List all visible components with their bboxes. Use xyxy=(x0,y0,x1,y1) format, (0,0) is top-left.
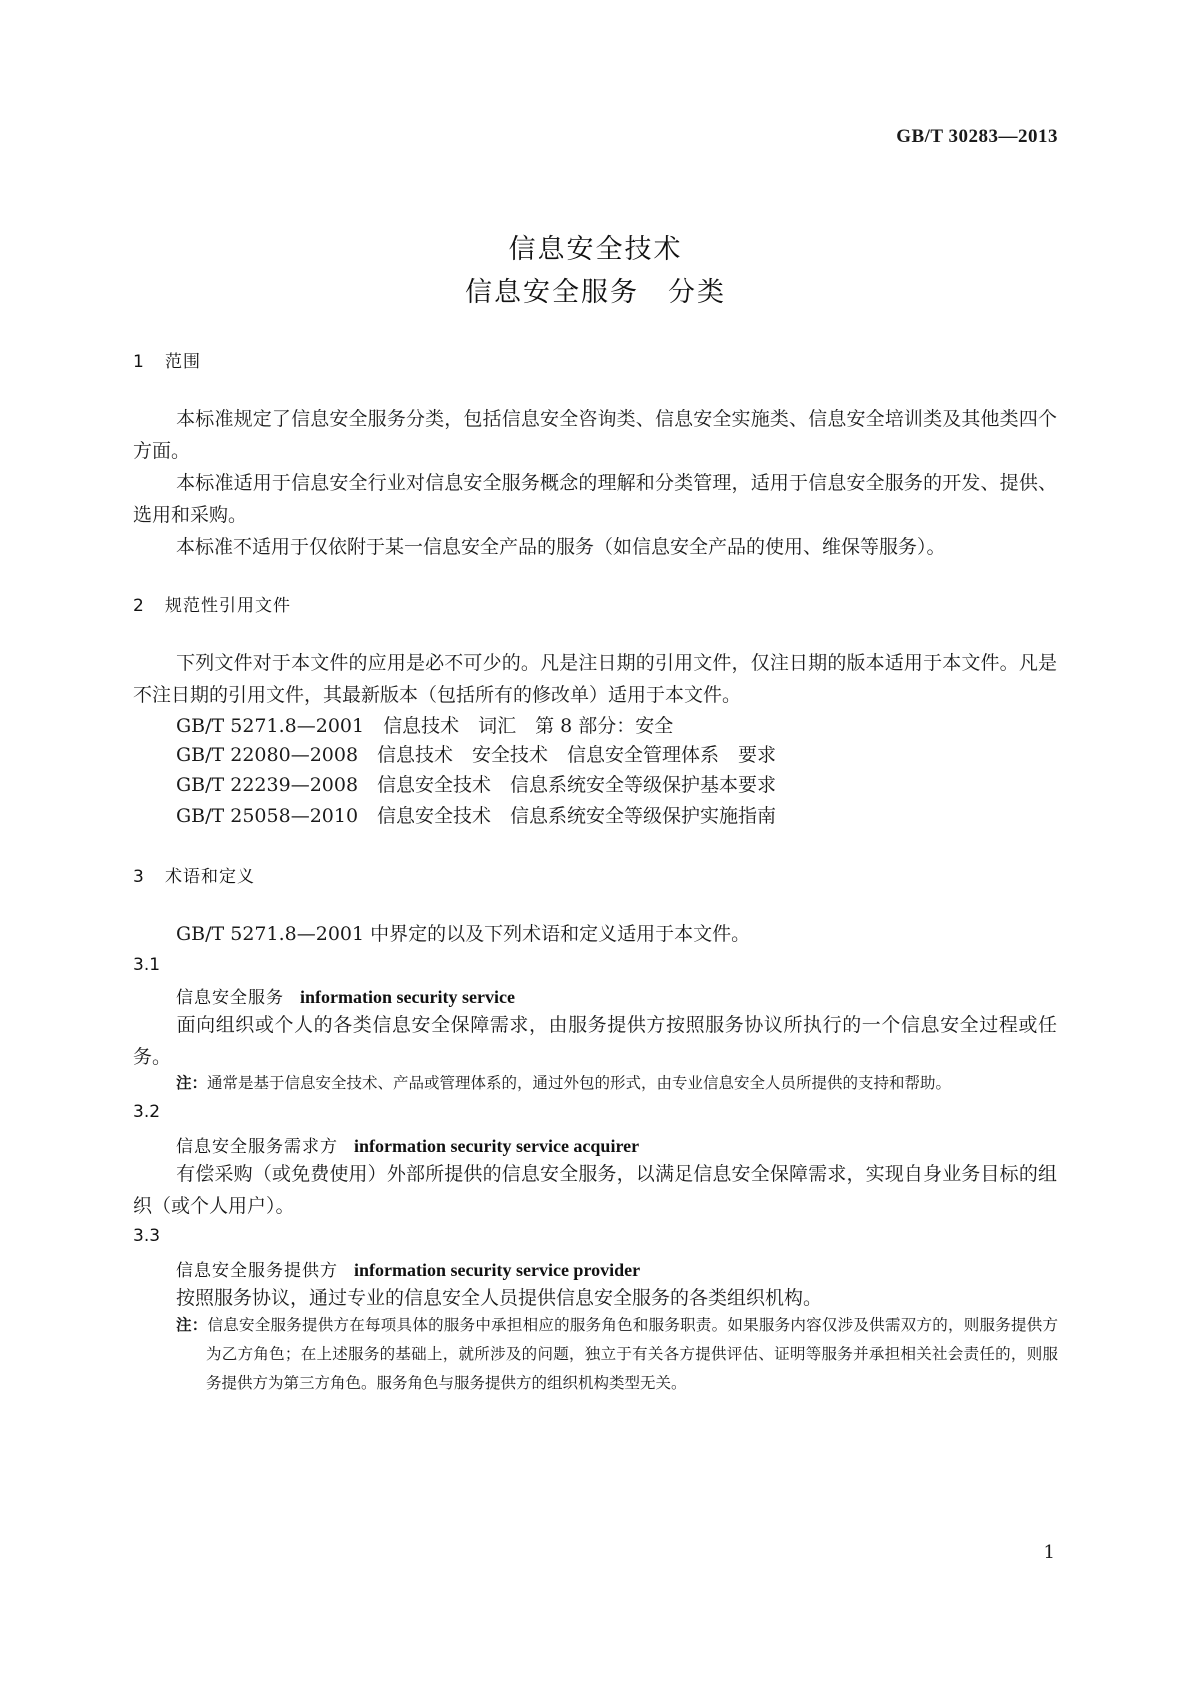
note-label: 注： xyxy=(176,1316,208,1334)
term-note xyxy=(176,1069,1058,1098)
title-line-1: 信息安全技术 xyxy=(508,234,683,265)
section-number: 2 xyxy=(133,596,145,616)
term-number: 3.1 xyxy=(133,955,161,975)
paragraph-text: 下列文件对于本文件的应用是必不可少的。凡是注日期的引用文件，仅注日期的版本适用于本文件。凡是不注日期的引用文件，其最新版本（包括所有的修改单）适用于本文件。 xyxy=(133,652,1057,706)
title-line-2: 信息安全服务 分类 xyxy=(465,277,726,308)
section-2-intro xyxy=(133,647,1057,711)
note-label: 注： xyxy=(176,1074,208,1092)
section-title: 规范性引用文件 xyxy=(165,596,291,616)
section-number: 1 xyxy=(133,352,145,372)
section-title: 范围 xyxy=(165,352,201,372)
term-note xyxy=(176,1311,1058,1398)
section-1-paragraph-3 xyxy=(133,531,1057,563)
page-number: 1 xyxy=(1043,1542,1055,1563)
term-name xyxy=(176,1256,640,1281)
term-name-cn: 信息安全服务 xyxy=(176,988,284,1008)
term-name-cn: 信息安全服务需求方 xyxy=(176,1137,338,1157)
term-name-en: information security service acquirer xyxy=(354,1136,640,1156)
definition-text: 按照服务协议，通过专业的信息安全人员提供信息安全服务的各类组织机构。 xyxy=(176,1287,823,1309)
section-title: 术语和定义 xyxy=(165,867,255,887)
definition-text: 有偿采购（或免费使用）外部所提供的信息安全服务，以满足信息安全保障需求，实现自身业务目标的组织（或个人用户）。 xyxy=(133,1163,1057,1217)
section-2-heading xyxy=(133,591,291,616)
term-name xyxy=(176,983,515,1008)
paragraph-text: 本标准规定了信息安全服务分类，包括信息安全咨询类、信息安全实施类、信息安全培训类及其他类四个方面。 xyxy=(133,408,1057,462)
note-text: 通常是基于信息安全技术、产品或管理体系的，通过外包的形式，由专业信息安全人员所提供的支持和帮助。 xyxy=(207,1074,952,1092)
term-number: 3.2 xyxy=(133,1102,161,1122)
section-3-intro: GB/T 5271.8—2001 中界定的以及下列术语和定义适用于本文件。 xyxy=(176,923,751,945)
normative-reference: GB/T 22239—2008 信息安全技术 信息系统安全等级保护基本要求 xyxy=(176,774,777,796)
section-3-heading xyxy=(133,862,255,887)
normative-reference: GB/T 25058—2010 信息安全技术 信息系统安全等级保护实施指南 xyxy=(176,805,777,827)
term-definition xyxy=(133,1282,1057,1314)
section-number: 3 xyxy=(133,867,145,887)
term-definition xyxy=(133,1158,1057,1222)
document-title xyxy=(0,228,1191,314)
term-number: 3.3 xyxy=(133,1226,161,1246)
note-text: 信息安全服务提供方在每项具体的服务中承担相应的服务角色和服务职责。如果服务内容仅涉及供需双方的，则服务提供方为乙方角色；在上述服务的基础上，就所涉及的问题，独立于有关各方提供评估、证明等服务并承担相关社会责任的，则服务提供方为第三方角色。服务角色与服务提供方的组织机构类型无关。 xyxy=(206,1316,1058,1392)
term-name-cn: 信息安全服务提供方 xyxy=(176,1261,338,1281)
normative-reference: GB/T 22080—2008 信息技术 安全技术 信息安全管理体系 要求 xyxy=(176,744,777,766)
paragraph-text: 本标准适用于信息安全行业对信息安全服务概念的理解和分类管理，适用于信息安全服务的开发、提供、选用和采购。 xyxy=(133,472,1057,526)
term-name-en: information security service xyxy=(300,987,515,1007)
section-1-heading xyxy=(133,347,201,372)
term-definition xyxy=(133,1009,1057,1073)
normative-reference: GB/T 5271.8—2001 信息技术 词汇 第 8 部分：安全 xyxy=(176,715,674,737)
term-name-en: information security service provider xyxy=(354,1260,641,1280)
paragraph-text: 本标准不适用于仅依附于某一信息安全产品的服务（如信息安全产品的使用、维保等服务）。 xyxy=(176,536,946,558)
standard-code: GB/T 30283—2013 xyxy=(896,126,1058,147)
section-1-paragraph-2 xyxy=(133,467,1057,531)
term-name xyxy=(176,1132,639,1157)
definition-text: 面向组织或个人的各类信息安全保障需求，由服务提供方按照服务协议所执行的一个信息安全过程或任务。 xyxy=(133,1014,1057,1068)
section-1-paragraph-1 xyxy=(133,403,1057,467)
